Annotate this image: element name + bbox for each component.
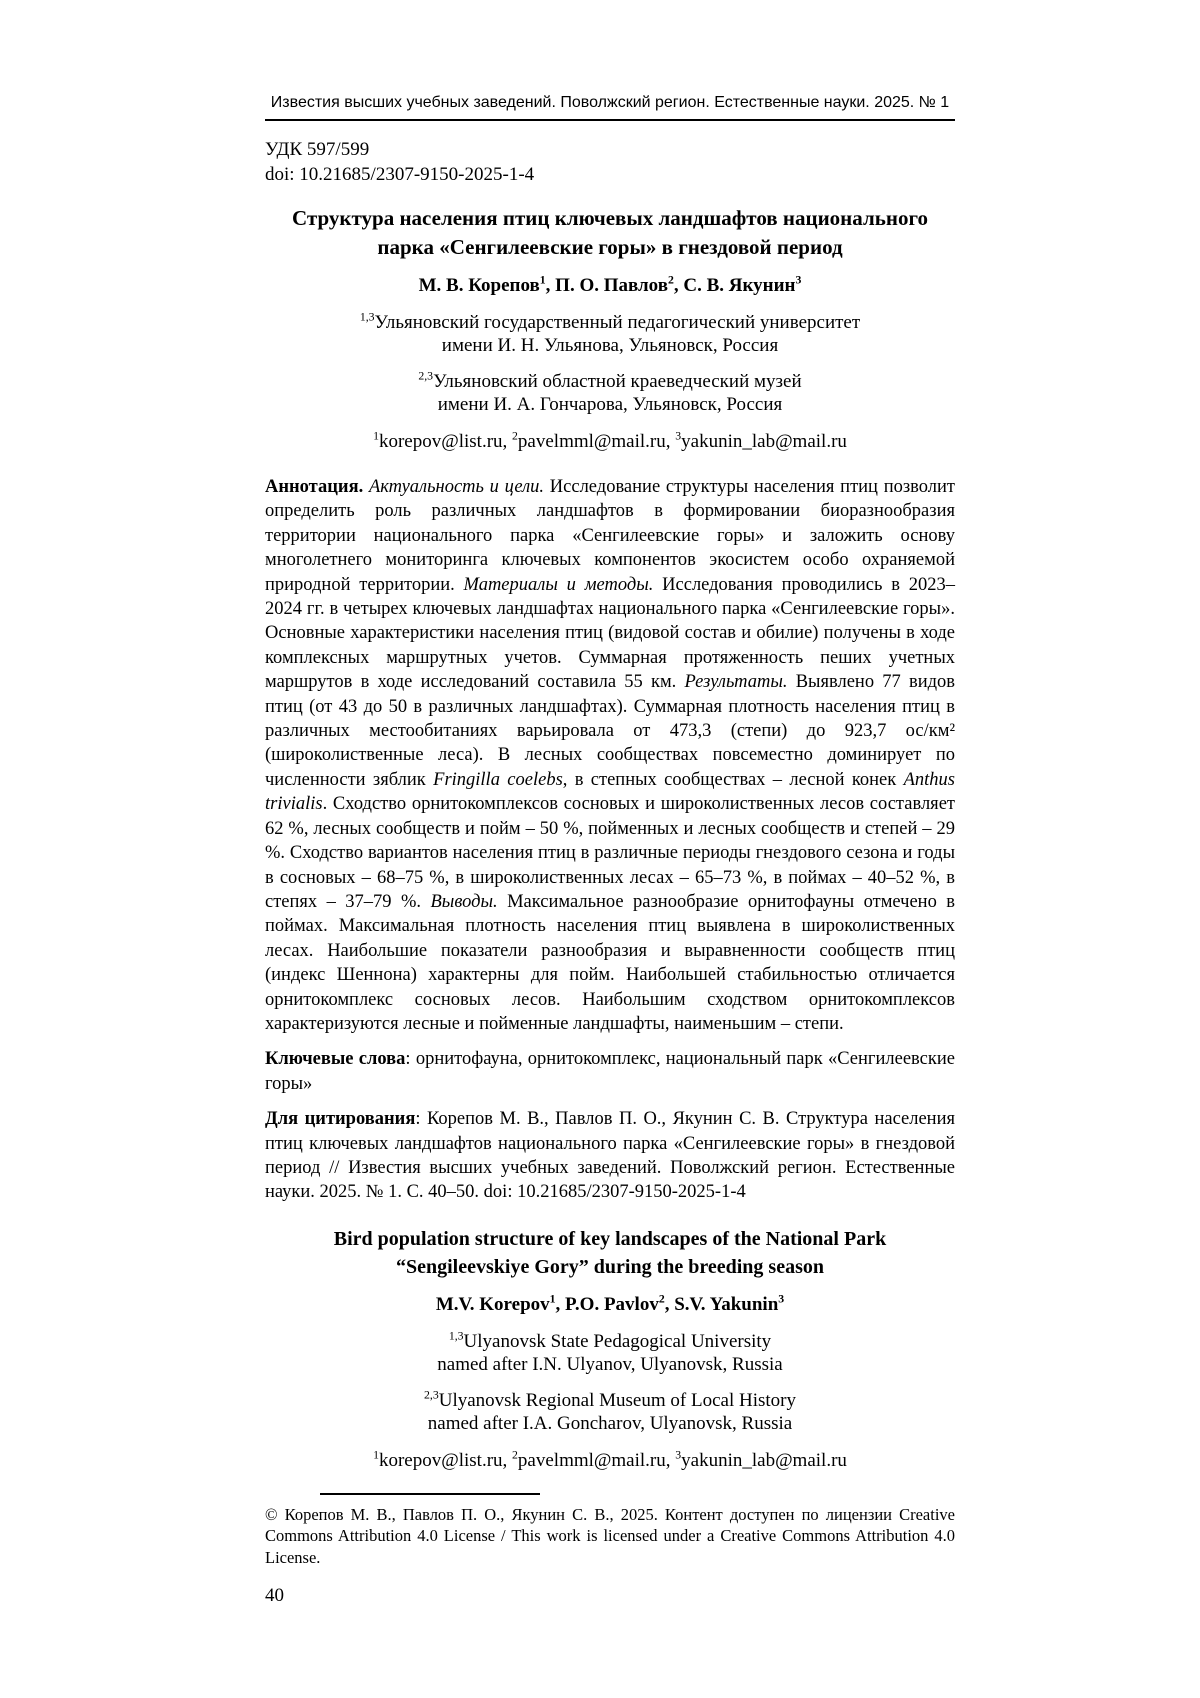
- affiliation-line: имени И. А. Гончарова, Ульяновск, Россия: [437, 394, 783, 415]
- affiliation-en-1: [265, 1330, 955, 1376]
- citation-paragraph: Для цитирования: Корепов М. В., Павлов П. О., Якунин С. В. Структура населения птиц ключевых ландшафтов национального парка «Сенгилеевские горы» в гнездовой период // Известия высших учебных заведений. Поволжский регион. Естественные науки. 2025. № 1. С. 40–50. doi: 10.21685/2307-9150-2025-1-4: [265, 1109, 955, 1203]
- affiliation-text: Ulyanovsk Regional Museum of Local History: [438, 1389, 796, 1411]
- affiliation-line: named after I.N. Ulyanov, Ulyanovsk, Russia: [437, 1353, 783, 1375]
- authors-ru: М. В. Корепов$^1$, П. О. Павлов$^2$, С. В. Якунин$^3$: [418, 273, 802, 296]
- affiliation-text: Ульяновский государственный педагогический университет: [374, 312, 861, 333]
- keywords-paragraph: Ключевые слова: орнитофауна, орнитокомплекс, национальный парк «Сенгилеевские горы»: [265, 1049, 955, 1094]
- udk-line: УДК 597/599: [265, 139, 370, 160]
- affiliation-line: имени И. Н. Ульянова, Ульяновск, Россия: [441, 335, 779, 356]
- article-title-en: Bird population structure of key landscapes of the National Park “Sengileevskiye Gory” during the breeding season: [333, 1227, 887, 1278]
- affiliation-ru-1: [265, 311, 955, 357]
- journal-running-head: Известия высших учебных заведений. Поволжский регион. Естественные науки. 2025. № 1: [265, 93, 955, 121]
- footnote-separator-rule: [320, 1493, 540, 1495]
- page-number: 40: [265, 1585, 284, 1607]
- udk-block: [265, 137, 955, 187]
- doi-line: doi: 10.21685/2307-9150-2025-1-4: [265, 164, 535, 185]
- affiliation-sup: 1,3: [448, 1329, 464, 1343]
- affiliation-line: [265, 1389, 955, 1412]
- article-page: [265, 0, 955, 1608]
- article-title-ru: Структура населения птиц ключевых ландшафтов национального парка «Сенгилеевские горы» в гнездовой период: [292, 206, 928, 259]
- affiliation-line: [265, 370, 955, 393]
- affiliation-text: Ulyanovsk State Pedagogical University: [463, 1330, 772, 1352]
- emails-ru: $^1$korepov@list.ru, $^2$pavelmml@mail.ru, $^3$yakunin_lab@mail.ru: [373, 429, 847, 452]
- affiliation-sup: 2,3: [418, 369, 434, 383]
- affiliation-line: named after I.A. Goncharov, Ulyanovsk, Russia: [427, 1412, 793, 1434]
- abstract-paragraph: Аннотация. Актуальность и цели. Исследование структуры населения птиц позволит определить роль различных ландшафтов в формировании биоразнообразия территории национального парка «Сенгилеевские горы» и заложить основу многолетнего мониторинга ключевых компонентов экосистем особо охраняемой природной территории. Материалы и методы. Исследования проводились в 2023–2024 гг. в четырех ключевых ландшафтах национального парка «Сенгилеевские горы». Основные характеристики населения птиц (видовой состав и обилие) получены в ходе комплексных маршрутных учетов. Суммарная протяженность пеших учетных маршрутов в ходе исследований составила 55 км. Результаты. Выявлено 77 видов птиц (от 43 до 50 в различных ландшафтах). Суммарная плотность населения птиц в различных местообитаниях варьировала от 473,3 (степи) до 923,7 ос/км² (широколиственные леса). В лесных сообществах повсеместно доминирует по численности зяблик Fringilla coelebs, в степных сообществах – лесной конек Anthus trivialis. Сходство орнитокомплексов сосновых и широколиственных лесов составляет 62 %, лесных сообществ и пойм – 50 %, пойменных и лесных сообществ и степей – 29 %. Сходство вариантов населения птиц в различные периоды гнездового сезона и годы в сосновых – 68–75 %, в широколиственных лесах – 65–73 %, в поймах – 40–52 %, в степях – 37–79 %. Выводы. Максимальное разнообразие орнитофауны отмечено в поймах. Максимальная плотность населения птиц выявлена в широколиственных лесах. Наибольшие показатели разнообразия и выравненности сообществ птиц (индекс Шеннона) характерны для пойм. Наибольшей стабильностью отличается орнитокомплекс сосновых лесов. Наибольшим сходством орнитокомплексов характеризуются лесные и пойменные ландшафты, наименьшим – степи.: [265, 477, 956, 1034]
- authors-en: M.V. Korepov$^1$, P.O. Pavlov$^2$, S.V. Yakunin$^3$: [435, 1292, 785, 1315]
- affiliation-en-2: [265, 1389, 955, 1435]
- affiliation-line: [265, 311, 955, 334]
- copyright-note: © Корепов М. В., Павлов П. О., Якунин С. В., 2025. Контент доступен по лицензии Creative Commons Attribution 4.0 License / This work is licensed under a Creative Commons Attribution 4.0 License.: [265, 1504, 955, 1567]
- affiliation-sup: 1,3: [359, 310, 375, 324]
- emails-en: $^1$korepov@list.ru, $^2$pavelmml@mail.ru, $^3$yakunin_lab@mail.ru: [373, 1448, 847, 1471]
- affiliation-line: [265, 1330, 955, 1353]
- affiliation-sup: 2,3: [424, 1388, 439, 1402]
- affiliation-ru-2: [265, 370, 955, 416]
- affiliation-text: Ульяновский областной краеведческий музей: [433, 371, 802, 392]
